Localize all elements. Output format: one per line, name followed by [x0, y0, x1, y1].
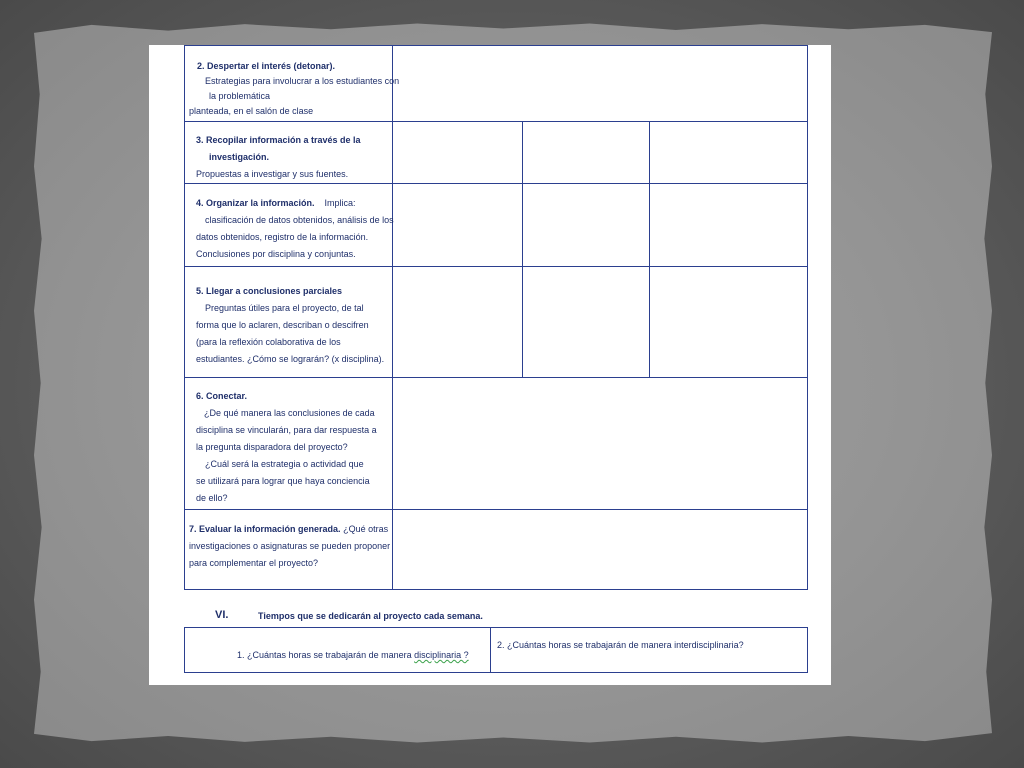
- row-7-title-extra: ¿Qué otras: [343, 524, 389, 534]
- row-7-line: investigaciones o asignaturas se pueden proponer: [189, 541, 391, 551]
- row-5-cell: [196, 283, 384, 368]
- row-4-title: 4. Organizar la información.: [196, 198, 315, 208]
- row-4-line: Conclusiones por disciplina y conjuntas.: [196, 249, 356, 259]
- hours-q1: [237, 647, 469, 664]
- row-5-line: Preguntas útiles para el proyecto, de tal: [205, 303, 364, 313]
- hours-q1-text: 1. ¿Cuántas horas se trabajarán de manera: [237, 650, 415, 660]
- row-divider: [184, 266, 807, 267]
- row-3-cell: [196, 132, 361, 183]
- row-2-line: la problemática: [209, 91, 271, 101]
- document-page: [149, 45, 831, 685]
- column-divider: [490, 627, 491, 672]
- row-6-line: se utilizará para lograr que haya conciencia: [196, 476, 370, 486]
- row-4-cell: [196, 195, 394, 263]
- row-7-title: 7. Evaluar la información generada.: [189, 524, 341, 534]
- row-5-line: forma que lo aclaren, describan o descifren: [196, 320, 369, 330]
- column-divider: [522, 121, 523, 377]
- row-divider: [184, 183, 807, 184]
- column-divider: [649, 121, 650, 377]
- row-2-title: 2. Despertar el interés (detonar).: [197, 61, 336, 71]
- row-3-title: 3. Recopilar información a través de la: [196, 135, 361, 145]
- row-6-line: disciplina se vincularán, para dar respuesta a: [196, 425, 377, 435]
- row-7-cell: [189, 521, 390, 572]
- row-divider: [184, 377, 807, 378]
- section-vi-title: Tiempos que se dedicarán al proyecto cada semana.: [258, 611, 483, 621]
- hours-q2: 2. ¿Cuántas horas se trabajarán de manera interdisciplinaria?: [497, 640, 744, 650]
- row-4-line: clasificación de datos obtenidos, análisis de los: [205, 215, 394, 225]
- row-6-line: de ello?: [196, 493, 228, 503]
- row-5-title: 5. Llegar a conclusiones parciales: [196, 286, 343, 296]
- row-6-title: 6. Conectar.: [196, 391, 248, 401]
- row-6-line: ¿De qué manera las conclusiones de cada: [204, 408, 375, 418]
- row-2-line: Estrategias para involucrar a los estudiantes con: [205, 76, 400, 86]
- column-divider: [392, 45, 393, 589]
- row-2-cell: [189, 58, 399, 120]
- row-4-title-extra: Implica:: [324, 198, 356, 208]
- hours-q1-word: disciplinaria ?: [414, 650, 469, 660]
- row-divider: [184, 509, 807, 510]
- row-3-line: Propuestas a investigar y sus fuentes.: [196, 169, 349, 179]
- row-2-line: planteada, en el salón de clase: [189, 106, 314, 116]
- row-4-line: datos obtenidos, registro de la información.: [196, 232, 369, 242]
- row-6-line: la pregunta disparadora del proyecto?: [196, 442, 348, 452]
- row-5-line: estudiantes. ¿Cómo se lograrán? (x disciplina).: [196, 354, 385, 364]
- row-5-line: (para la reflexión colaborativa de los: [196, 337, 341, 347]
- row-3-title-2: investigación.: [209, 152, 270, 162]
- row-6-cell: [196, 388, 377, 507]
- section-vi-number: VI.: [215, 609, 229, 621]
- row-6-line: ¿Cuál será la estrategia o actividad que: [205, 459, 364, 469]
- row-7-line: para complementar el proyecto?: [189, 558, 319, 568]
- row-divider: [184, 121, 807, 122]
